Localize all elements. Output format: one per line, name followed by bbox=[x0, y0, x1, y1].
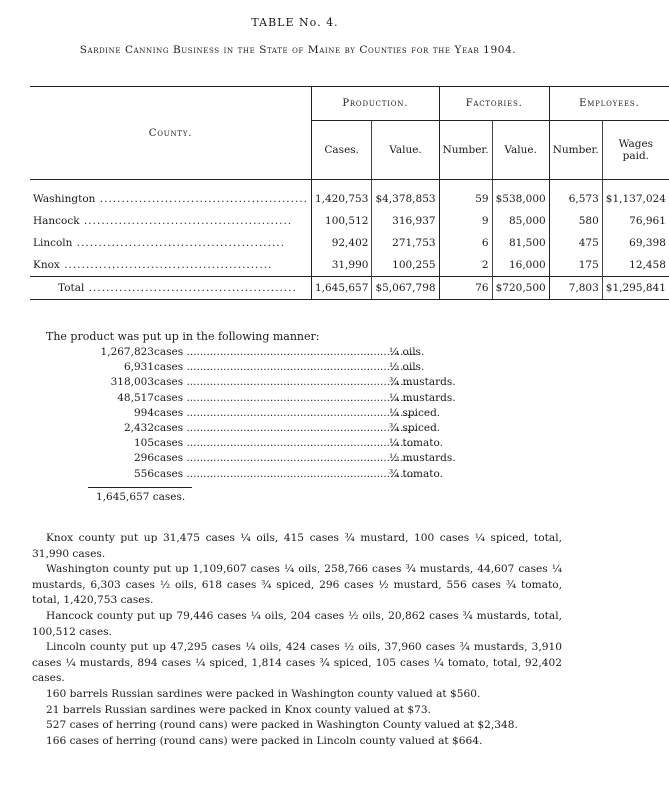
table-cell: 7,803 bbox=[549, 277, 602, 300]
case-count: 6,931 bbox=[123, 361, 154, 374]
list-item bbox=[60, 360, 480, 375]
county-name: Washington ..... bbox=[33, 193, 308, 205]
product-total: 1,645,657 cases. bbox=[96, 491, 186, 503]
case-count: 994 bbox=[133, 406, 154, 419]
table-cell: 271,753 bbox=[372, 232, 439, 254]
product-kind: ¼ tomato. bbox=[389, 437, 443, 450]
paragraph: Hancock county put up 79,446 cases ¼ oils, 204 cases ½ oils, 20,862 cases ¾ mustards, total, 100,512 cases. bbox=[32, 609, 562, 638]
case-count: 105 bbox=[133, 437, 154, 450]
table-cell: 9 bbox=[439, 210, 492, 232]
case-count: 2,432 bbox=[123, 421, 154, 434]
table-cell: 59 bbox=[439, 188, 492, 210]
column-header: Value. bbox=[372, 121, 439, 180]
product-kind: ½ oils. bbox=[389, 361, 425, 374]
table-cell: 92,402 bbox=[311, 232, 371, 254]
case-count: 556 bbox=[133, 467, 154, 480]
table-cell: 175 bbox=[549, 254, 602, 277]
column-header: Value. bbox=[492, 121, 549, 180]
paragraph: 160 barrels Russian sardines were packed in Washington county valued at $560. bbox=[46, 687, 481, 700]
paragraph: 166 cases of herring (round cans) were packed in Lincoln county valued at $664. bbox=[46, 734, 483, 747]
product-kind: ¾ spiced. bbox=[389, 421, 441, 434]
table-cell: 12,458 bbox=[602, 254, 669, 277]
table-cell: $1,295,841 bbox=[602, 277, 669, 300]
sum-divider bbox=[88, 487, 192, 488]
table-cell: $538,000 bbox=[492, 188, 549, 210]
table-number: TABLE No. 4. bbox=[251, 16, 339, 29]
county-summary-text bbox=[32, 531, 562, 749]
list-item bbox=[60, 451, 480, 466]
table-cell: 100,512 bbox=[311, 210, 371, 232]
county-name: Hancock ..... bbox=[33, 215, 292, 227]
case-count: 318,003 bbox=[110, 376, 154, 389]
table-row bbox=[30, 188, 669, 210]
table-cell: 1,645,657 bbox=[311, 277, 371, 300]
table-cell: 316,937 bbox=[372, 210, 439, 232]
factories-group-header: Factories. bbox=[439, 87, 549, 121]
column-header: Number. bbox=[549, 121, 602, 180]
paragraph: Washington county put up 1,109,607 cases ¼ oils, 258,766 cases ¾ mustards, 44,607 cases ¼ mustards, 6,303 cases ½ oils, 618 cases ¾ spiced, 296 cases ½ mustard, 556 cases ¾ tomato, total, 1,420,753 cases. bbox=[32, 563, 562, 607]
table-cell: 1,420,753 bbox=[311, 188, 371, 210]
employees-group-header: Employees. bbox=[549, 87, 669, 121]
list-item bbox=[60, 345, 480, 360]
table-cell: 2 bbox=[439, 254, 492, 277]
case-count: 296 bbox=[133, 452, 154, 465]
table-cell: 580 bbox=[549, 210, 602, 232]
table-cell: $720,500 bbox=[492, 277, 549, 300]
product-kind: ¼ oils. bbox=[389, 346, 425, 358]
paragraph: Lincoln county put up 47,295 cases ¼ oils, 424 cases ½ oils, 37,960 cases ¾ mustards, 3,910 cases ¼ mustards, 894 cases ¼ spiced, 1,814 cases ¾ spiced, 105 cases ¼ tomato, total, 92,402 cases. bbox=[32, 641, 562, 685]
product-kind: ¾ mustards. bbox=[389, 376, 456, 389]
county-name: Lincoln ..... bbox=[33, 237, 285, 249]
list-item bbox=[60, 406, 480, 421]
product-kind: ¼ mustards. bbox=[389, 391, 456, 404]
table-cell: 6 bbox=[439, 232, 492, 254]
county-name: Knox ..... bbox=[33, 259, 272, 271]
production-group-header: Production. bbox=[311, 87, 439, 121]
column-header: Wages paid. bbox=[602, 121, 669, 180]
product-intro: The product was put up in the following manner: bbox=[46, 330, 320, 343]
total-label: Total ..... bbox=[58, 282, 297, 294]
list-item bbox=[60, 467, 480, 482]
table-row bbox=[30, 254, 669, 277]
table-cell: $4,378,853 bbox=[372, 188, 439, 210]
table-cell: $1,137,024 bbox=[602, 188, 669, 210]
table-row bbox=[30, 210, 669, 232]
product-kind: ¾ tomato. bbox=[389, 467, 443, 480]
county-column-header: County. bbox=[30, 87, 311, 180]
table-cell: $5,067,798 bbox=[372, 277, 439, 300]
table-cell: 475 bbox=[549, 232, 602, 254]
table-cell: 100,255 bbox=[372, 254, 439, 277]
product-list bbox=[60, 345, 480, 482]
list-item bbox=[60, 421, 480, 436]
list-item bbox=[60, 391, 480, 406]
paragraph: 527 cases of herring (round cans) were packed in Washington County valued at $2,348. bbox=[46, 719, 518, 732]
table-row bbox=[30, 232, 669, 254]
table-cell: 76 bbox=[439, 277, 492, 300]
table-cell: 76,961 bbox=[602, 210, 669, 232]
paragraph: 21 barrels Russian sardines were packed in Knox county valued at $73. bbox=[46, 703, 431, 716]
table-cell: 16,000 bbox=[492, 254, 549, 277]
list-item bbox=[60, 375, 480, 390]
table-caption: Sardine Canning Business in the State of Maine by Counties for the Year 1904. bbox=[79, 44, 517, 56]
paragraph: Knox county put up 31,475 cases ¼ oils, 415 cases ¾ mustard, 100 cases ¼ spiced, total, 31,990 cases. bbox=[32, 532, 562, 560]
case-count: 48,517 bbox=[117, 391, 154, 404]
table-cell: 6,573 bbox=[549, 188, 602, 210]
table-cell: 85,000 bbox=[492, 210, 549, 232]
list-item bbox=[60, 436, 480, 451]
table-cell: 81,500 bbox=[492, 232, 549, 254]
column-header: Number. bbox=[439, 121, 492, 180]
table-cell: 69,398 bbox=[602, 232, 669, 254]
product-kind: ½ mustards. bbox=[389, 452, 456, 465]
product-kind: ¼ spiced. bbox=[389, 406, 441, 419]
table-total-row bbox=[30, 277, 669, 300]
case-count: 1,267,823 bbox=[100, 346, 154, 358]
table-cell: 31,990 bbox=[311, 254, 371, 277]
column-header: Cases. bbox=[311, 121, 371, 180]
sardine-statistics-table bbox=[30, 86, 669, 300]
